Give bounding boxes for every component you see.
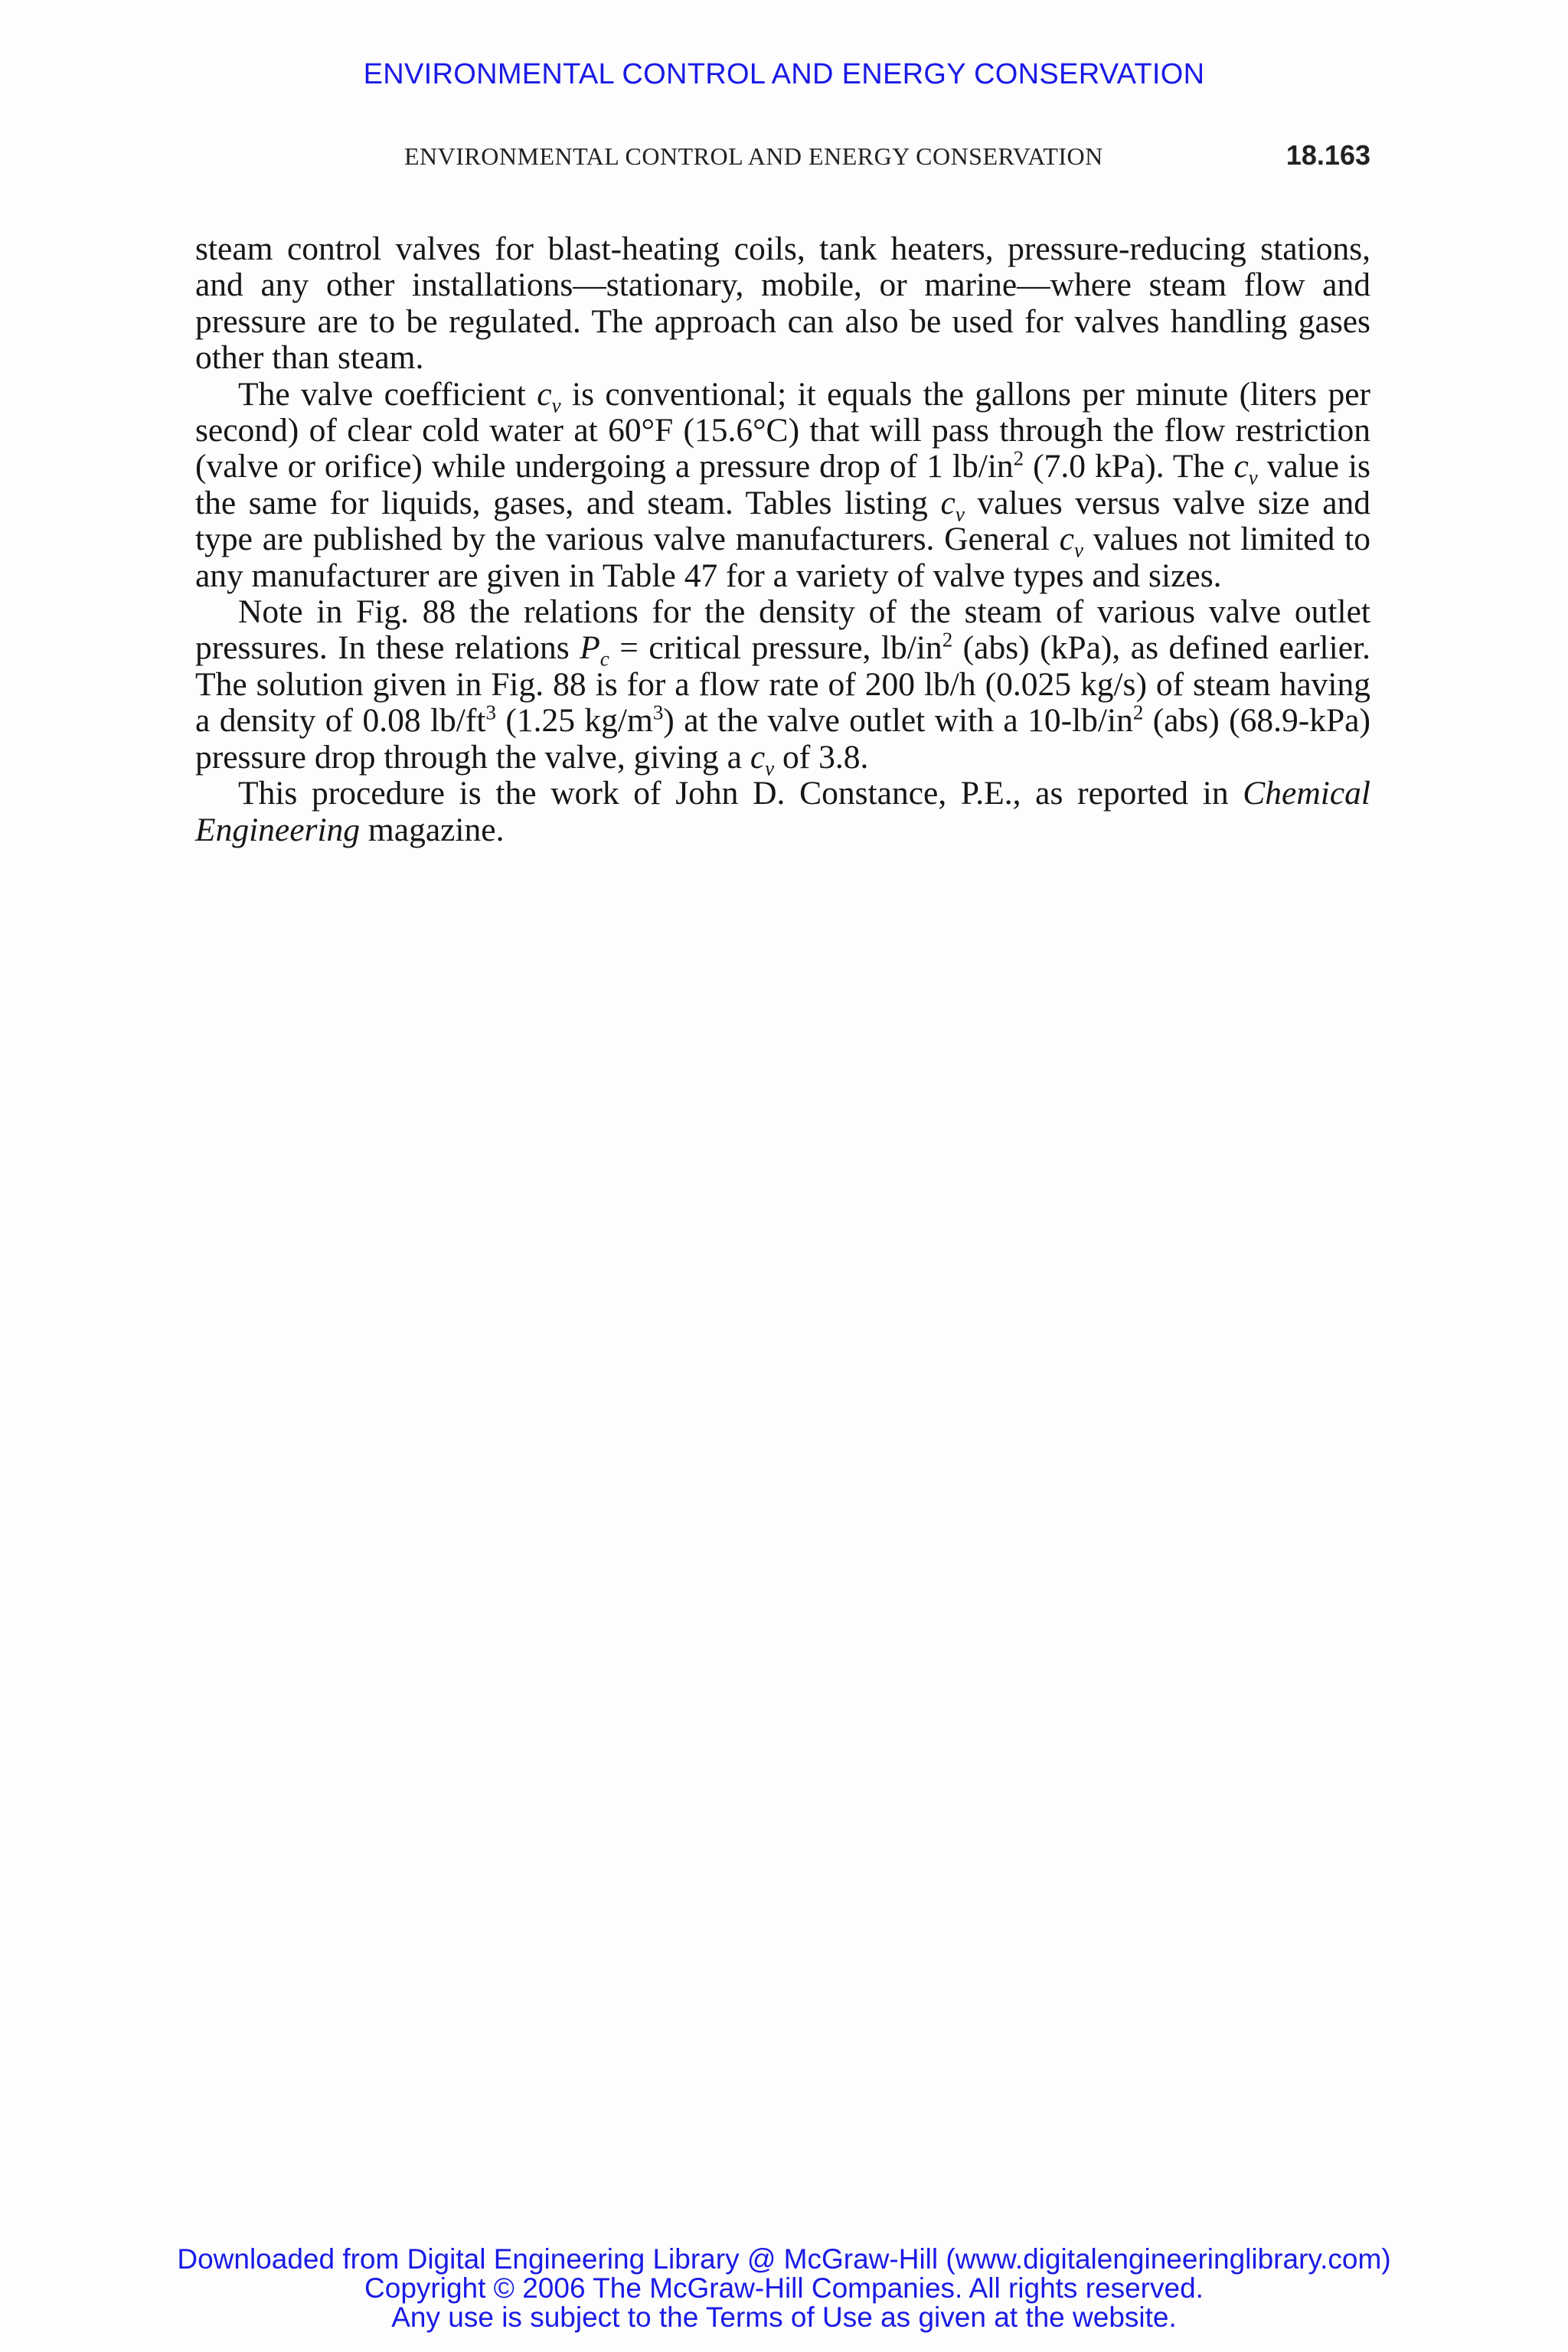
download-source-link[interactable]: Downloaded from Digital Engineering Library @ McGraw-Hill (www.digitalengineeringlibrary.com) <box>177 2243 1391 2275</box>
terms-of-use-link[interactable]: Any use is subject to the Terms of Use as given at the website. <box>391 2301 1177 2333</box>
body-text <box>195 231 1370 848</box>
chapter-title-link[interactable]: ENVIRONMENTAL CONTROL AND ENERGY CONSERVATION <box>363 58 1205 90</box>
magazine-title: Chemical Engineering <box>195 775 1370 848</box>
paragraph: This procedure is the work of John D. Constance, P.E., as reported in Chemical Engineering magazine. <box>195 775 1370 848</box>
copyright-line: Copyright © 2006 The McGraw-Hill Companies. All rights reserved. <box>364 2272 1204 2304</box>
paragraph: The valve coefficient $c_v$ is conventional; it equals the gallons per minute (liters per second) of clear cold water at 60°F (15.6°C) that will pass through the flow restriction (valve or orifice) while undergoing a pressure drop of 1 $lb/in^2$ (7.0 kPa). The $c_v$ value is the same for liquids, gases, and steam. Tables listing $c_v$ values versus valve size and type are published by the various valve manufacturers. General $c_v$ values not limited to any manufacturer are given in Table 47 for a variety of valve types and sizes. <box>195 375 1371 594</box>
paragraph: Note in Fig. 88 the relations for the density of the steam of various valve outlet pressures. In these relations $P_c$ = critical pressure, $lb/in^2$ (abs) (kPa), as defined earlier. The solution given in Fig. 88 is for a flow rate of 200 lb/h (0.025 kg/s) of steam having a density of 0.08 $lb/ft^3$ (1.25 $kg/m^3$) at the valve outlet with a $10-lb/in^2$ (abs) (68.9-kPa) pressure drop through the valve, giving a $c_v$ of 3.8. <box>195 593 1370 780</box>
running-head-title: ENVIRONMENTAL CONTROL AND ENERGY CONSERVATION <box>404 142 1103 170</box>
page-number: 18.163 <box>1285 139 1370 171</box>
paragraph: steam control valves for blast-heating coils, tank heaters, pressure-reducing stations, and any other installations—stationary, mobile, or marine—where steam flow and pressure are to be regulated. The approach can also be used for valves handling gases other than steam. <box>195 230 1370 377</box>
footer-notice <box>0 2245 1568 2332</box>
